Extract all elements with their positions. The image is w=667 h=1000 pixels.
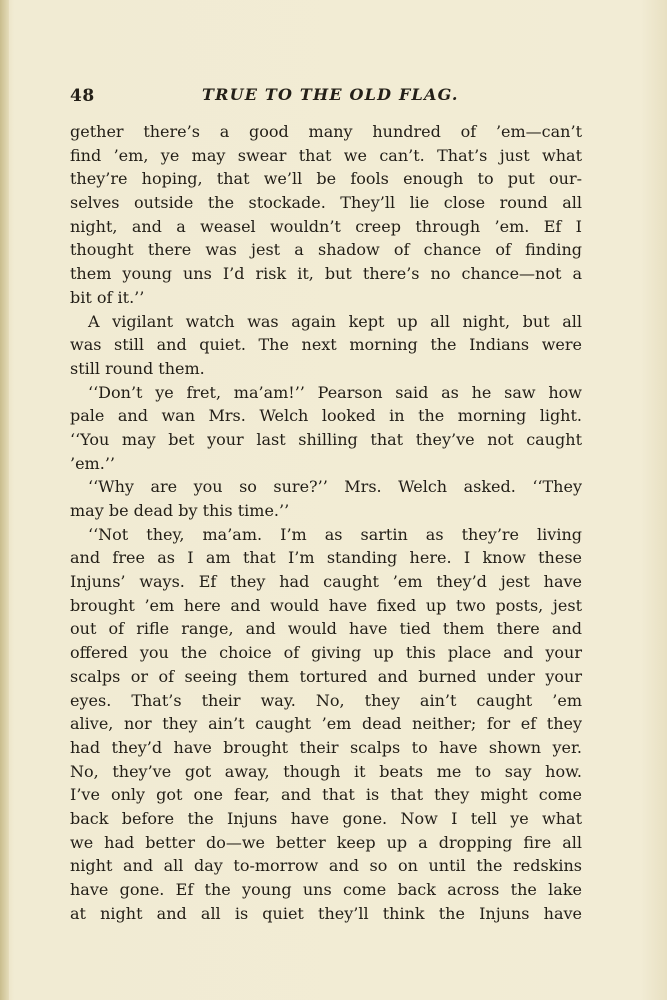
text-line: still round them. — [70, 358, 205, 378]
text-line: A vigilant watch was again kept up all night, but all — [88, 311, 582, 331]
text-line: scalps or of seeing them tortured and burned under your — [70, 666, 582, 686]
text-line: alive, nor they ain’t caught ’em dead neither; for ef they — [70, 714, 582, 734]
text-line: ’em.’’ — [70, 453, 115, 473]
text-line: night, and a weasel wouldn’t creep through ’em. Ef I — [70, 216, 582, 236]
text-line: gether there’s a good many hundred of ’em—can’t — [70, 122, 582, 141]
text-line: them young uns I’d risk it, but there’s no chance—not a — [70, 264, 582, 284]
text-line: bit of it.’’ — [70, 287, 145, 307]
text-line: selves outside the stockade. They’ll lie close round all — [70, 193, 582, 213]
text-line: eyes. That’s their way. No, they ain’t caught ’em — [70, 690, 582, 710]
text-line: had they’d have brought their scalps to have shown yer. — [70, 737, 582, 757]
text-line: brought ’em here and would have fixed up two posts, jest — [70, 595, 582, 615]
text-line: night and all day to-morrow and so on until the redskins — [70, 856, 582, 876]
text-line: thought there was jest a shadow of chance of finding — [70, 240, 582, 260]
text-line: ‘‘You may bet your last shilling that they’ve not caught — [70, 429, 582, 449]
text-line: and free as I am that I’m standing here. I know these — [70, 548, 582, 568]
text-line: was still and quiet. The next morning the Indians were — [70, 335, 582, 355]
text-line: we had better do—we better keep up a dropping fire all — [70, 832, 582, 852]
text-line: may be dead by this time.’’ — [70, 501, 290, 520]
text-line: I’ve only got one fear, and that is that they might come — [70, 785, 582, 805]
text-line: out of rifle range, and would have tied them there and — [70, 619, 582, 639]
page-binding-edge — [0, 0, 9, 1000]
text-line: have gone. Ef the young uns come back across the lake — [70, 880, 582, 899]
page-header — [70, 80, 582, 106]
page-number: 48 — [70, 86, 95, 106]
text-line: ‘‘Don’t ye fret, ma’am!’’ Pearson said as he saw how — [88, 382, 582, 402]
text-line: offered you the choice of giving up this place and your — [70, 643, 582, 663]
body-text — [70, 120, 582, 925]
text-line: No, they’ve got away, though it beats me to say how. — [70, 761, 582, 781]
text-line: ‘‘Why are you so sure?’’ Mrs. Welch asked. ‘‘They — [88, 477, 582, 497]
text-line: ‘‘Not they, ma’am. I’m as sartin as they’re living — [88, 524, 582, 544]
text-line: find ’em, ye may swear that we can’t. That’s just what — [70, 145, 582, 165]
text-line: back before the Injuns have gone. Now I tell ye what — [70, 808, 582, 828]
text-line: pale and wan Mrs. Welch looked in the morning light. — [70, 406, 582, 426]
text-line: Injuns’ ways. Ef they had caught ’em they’d jest have — [70, 572, 582, 592]
text-line: at night and all is quiet they’ll think the Injuns have — [70, 903, 582, 923]
running-title: TRUE TO THE OLD FLAG. — [202, 85, 459, 104]
text-line: they’re hoping, that we’ll be fools enough to put our- — [70, 169, 582, 189]
